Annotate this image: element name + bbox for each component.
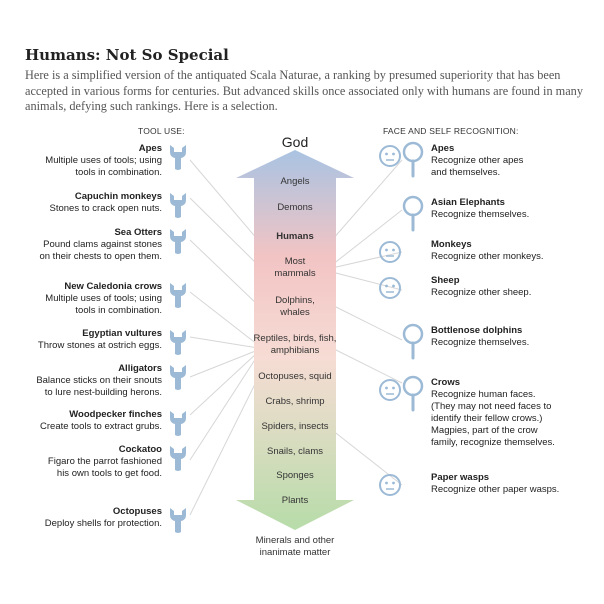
face-recognition-entry	[431, 325, 529, 349]
face-recognition-animal: Asian Elephants	[431, 197, 505, 208]
scale-rank: Humans	[276, 231, 314, 242]
face-recognition-animal: Paper wasps	[431, 472, 490, 483]
tool-use-entry	[36, 363, 162, 399]
wrench-icon	[170, 508, 186, 533]
scale-rank: Demons	[277, 202, 313, 213]
wrench-icon	[170, 446, 186, 471]
scale-bottom-label: Minerals and other inanimate matter	[255, 535, 335, 558]
connector-line	[332, 272, 402, 290]
face-recognition-description: Recognize other paper wasps.	[431, 484, 560, 495]
face-recognition-animal: Monkeys	[431, 239, 472, 250]
tool-use-animal: Egyptian vultures	[82, 328, 162, 339]
connector-line	[332, 348, 402, 383]
tool-use-entry	[45, 281, 162, 317]
tool-use-description: Multiple uses of tools; using tools in combination.	[45, 293, 162, 316]
tool-use-animal: Woodpecker finches	[69, 409, 162, 420]
face-recognition-entry	[431, 472, 559, 496]
mirror-icon	[404, 197, 422, 230]
scale-rank: Most mammals	[274, 256, 316, 279]
face-recognition-description: Recognize themselves.	[431, 209, 530, 220]
connector-line	[190, 240, 258, 305]
face-recognition-animal: Bottlenose dolphins	[431, 325, 523, 336]
tool-use-entry	[48, 444, 162, 480]
connector-line	[190, 350, 258, 377]
tool-use-animal: Capuchin monkeys	[74, 191, 162, 202]
connector-line	[190, 337, 258, 348]
connector-line	[190, 292, 258, 345]
wrench-icon	[170, 330, 186, 355]
mirror-icon	[404, 325, 422, 358]
tool-use-entry	[45, 506, 162, 530]
connector-line	[190, 378, 258, 515]
face-icon	[380, 380, 400, 400]
tool-use-animal: Alligators	[118, 363, 162, 374]
tool-use-description: Throw stones at ostrich eggs.	[37, 340, 162, 351]
face-recognition-description: Recognize themselves.	[431, 337, 530, 348]
face-recognition-entry	[431, 377, 555, 449]
tool-use-entry	[50, 191, 162, 215]
tool-use-description: Figaro the parrot fashioned his own tools to get food.	[47, 456, 162, 479]
scale-rank: Octopuses, squid	[258, 371, 332, 382]
tool-use-animal: Cockatoo	[118, 444, 162, 455]
connector-line	[190, 355, 258, 460]
face-recognition-entry	[431, 197, 529, 221]
scale-top-label: God	[281, 134, 309, 150]
tool-use-description: Create tools to extract grubs.	[40, 421, 162, 432]
wrench-icon	[170, 193, 186, 218]
page-title: Humans: Not So Special	[25, 46, 229, 64]
tool-use-description: Balance sticks on their snouts to lure nest-building herons.	[36, 375, 162, 398]
tool-use-entry	[40, 409, 162, 433]
wrench-icon	[170, 365, 186, 390]
connector-line	[332, 305, 402, 340]
face-icon	[380, 278, 400, 298]
wrench-icon	[170, 283, 186, 308]
wrench-icon	[170, 411, 186, 436]
connector-line	[332, 252, 402, 268]
tool-use-animal: Apes	[138, 143, 162, 154]
face-icon	[380, 242, 400, 262]
scale-rank: Sponges	[276, 470, 314, 481]
tool-use-description: Multiple uses of tools; using tools in combination.	[45, 155, 162, 178]
face-recognition-entry	[431, 143, 523, 179]
connector-line	[190, 160, 258, 240]
tool-use-animal: Sea Otters	[114, 227, 162, 238]
tool-use-description: Stones to crack open nuts.	[49, 203, 162, 214]
scale-rank: Spiders, insects	[261, 421, 329, 432]
face-icon	[380, 475, 400, 495]
face-recognition-animal: Sheep	[431, 275, 460, 286]
tool-use-heading: TOOL USE:	[138, 126, 185, 136]
connector-line	[332, 160, 402, 240]
scale-rank: Dolphins, whales	[275, 295, 315, 318]
tool-use-animal: New Caledonia crows	[64, 281, 162, 292]
scale-rank: Crabs, shrimp	[265, 396, 325, 407]
face-recognition-description: Recognize other sheep.	[431, 287, 532, 298]
wrench-icon	[170, 145, 186, 170]
face-recognition-animal: Apes	[431, 143, 455, 154]
intro-text: Here is a simplified version of the antiquated Scala Naturae, a ranking by presumed superiority that has been accepted in various forms for centuries. But advanced skills once associated only with humans are found in many animals, defying such rankings. Here is a selection.	[25, 68, 583, 113]
face-icon	[380, 146, 400, 166]
scale-rank: Plants	[281, 495, 309, 506]
tool-use-description: Deploy shells for protection.	[44, 518, 162, 529]
tool-use-entry	[45, 143, 162, 179]
connector-line	[190, 198, 258, 265]
tool-use-description: Pound clams against stones on their chests to open them.	[39, 239, 162, 262]
tool-use-animal: Octopuses	[112, 506, 162, 517]
scale-rank: Angels	[280, 176, 310, 187]
face-recognition-heading: FACE AND SELF RECOGNITION:	[383, 126, 519, 136]
face-recognition-description: Recognize other apes and themselves.	[431, 155, 524, 178]
wrench-icon	[170, 229, 186, 254]
tool-use-entry	[39, 227, 162, 263]
scale-rank: Reptiles, birds, fish, amphibians	[253, 333, 337, 356]
mirror-icon	[404, 143, 422, 176]
face-recognition-description: Recognize human faces. (They may not need faces to identify their fellow crows.) Magpies, part of the crow family, recognize themselves.	[431, 389, 555, 448]
tool-use-entry	[38, 328, 162, 352]
connector-line	[190, 352, 258, 415]
face-recognition-entry	[431, 275, 531, 299]
connector-line	[332, 430, 402, 485]
face-recognition-entry	[431, 239, 543, 263]
mirror-icon	[404, 377, 422, 410]
face-recognition-animal: Crows	[431, 377, 461, 388]
face-recognition-description: Recognize other monkeys.	[431, 251, 544, 262]
scale-rank: Snails, clams	[267, 446, 323, 457]
